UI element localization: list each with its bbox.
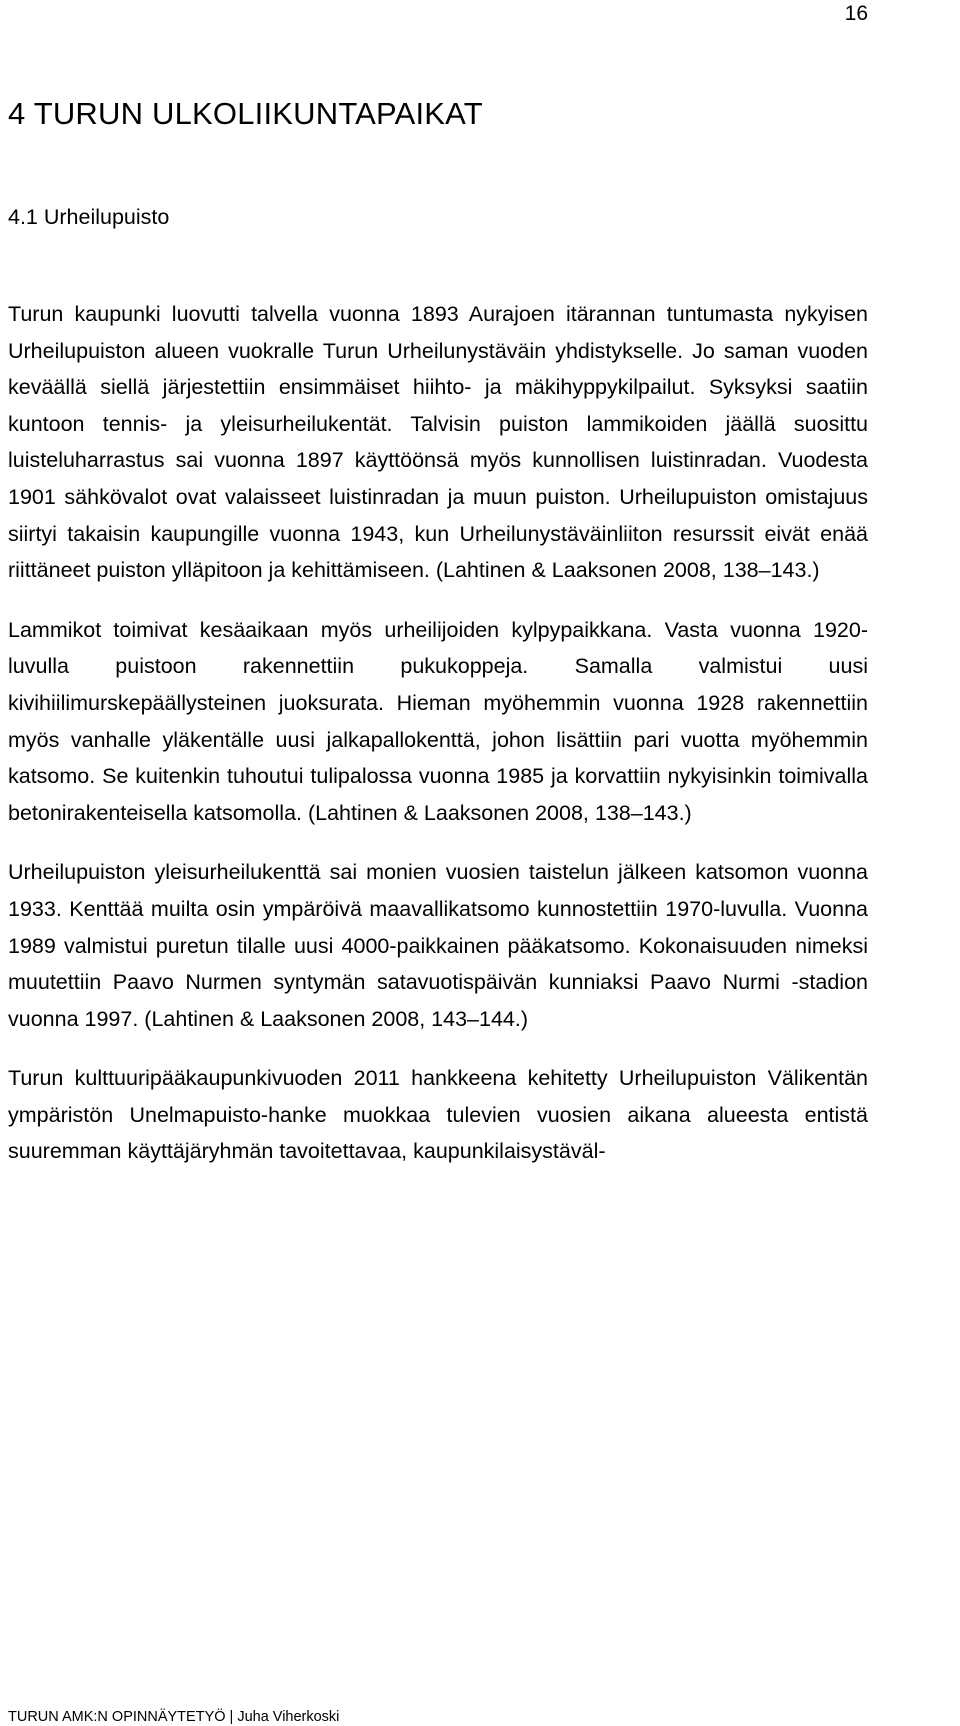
paragraph-1: Turun kaupunki luovutti talvella vuonna 1893 Aurajoen itärannan tuntumasta nykyisen Urheilupuiston alueen vuokralle Turun Urheilunystäväin yhdistykselle. Jo saman vuoden keväällä siellä järjestettiin ensimmäiset hiihto- ja mäkihyppykilpailut. Syksyksi saatiin kuntoon tennis- ja yleisurheilukentät. Talvisin puiston lammikoiden jäällä suosittu luisteluharrastus sai vuonna 1897 käyttöönsä myös kunnollisen luistinradan. Vuodesta 1901 sähkövalot ovat valaisseet luistinradan ja muun puiston. Urheilupuiston omistajuus siirtyi takaisin kaupungille vuonna 1943, kun Urheilunystäväinliiton resurssit eivät enää riittäneet puiston ylläpitoon ja kehittämiseen. (Lahtinen & Laaksonen 2008, 138–143.) xyxy=(8,302,868,583)
footer-author: Juha Viherkoski xyxy=(237,1709,340,1725)
paragraph-4: Turun kulttuuripääkaupunkivuoden 2011 hankkeena kehitetty Urheilupuiston Välikentän ympäristön Unelmapuisto-hanke muokkaa tulevien vuosien aikana alueesta entistä suuremman käyttäjäryhmän tavoitettavaa, kaupunkilaisystäväl- xyxy=(8,1066,868,1164)
section-heading: 4.1 Urheilupuisto xyxy=(8,205,170,229)
page-footer xyxy=(8,1708,339,1726)
paragraph-3: Urheilupuiston yleisurheilukenttä sai monien vuosien taistelun jälkeen katsomon vuonna 1933. Kenttää muilta osin ympäröivä maavallikatsomo kunnostettiin 1970-luvulla. Vuonna 1989 valmistui puretun tilalle uusi 4000-paikkainen pääkatsomo. Kokonaisuuden nimeksi muutettiin Paavo Nurmen syntymän satavuotispäivän kunniaksi Paavo Nurmi -stadion vuonna 1997. (Lahtinen & Laaksonen 2008, 143–144.) xyxy=(8,860,868,1031)
footer-publication: TURUN AMK:N OPINNÄYTETYÖ xyxy=(8,1709,226,1725)
footer-separator: | xyxy=(229,1709,234,1725)
paragraph-2: Lammikot toimivat kesäaikaan myös urheilijoiden kylpypaikkana. Vasta vuonna 1920-luvulla puistoon rakennettiin pukukoppeja. Samalla valmistui uusi kivihiilimurskepäällysteinen juoksurata. Hieman myöhemmin vuonna 1928 rakennettiin myös vanhalle yläkentälle uusi jalkapallokenttä, johon lisättiin pari vuotta myöhemmin katsomo. Se kuitenkin tuhoutui tulipalossa vuonna 1985 ja korvattiin nykyisinkin toimivalla betonirakenteisella katsomolla. (Lahtinen & Laaksonen 2008, 138–143.) xyxy=(8,617,868,825)
chapter-heading: 4 TURUN ULKOLIIKUNTAPAIKAT xyxy=(8,96,483,131)
page-number: 16 xyxy=(844,2,868,25)
body-text xyxy=(8,296,868,1193)
